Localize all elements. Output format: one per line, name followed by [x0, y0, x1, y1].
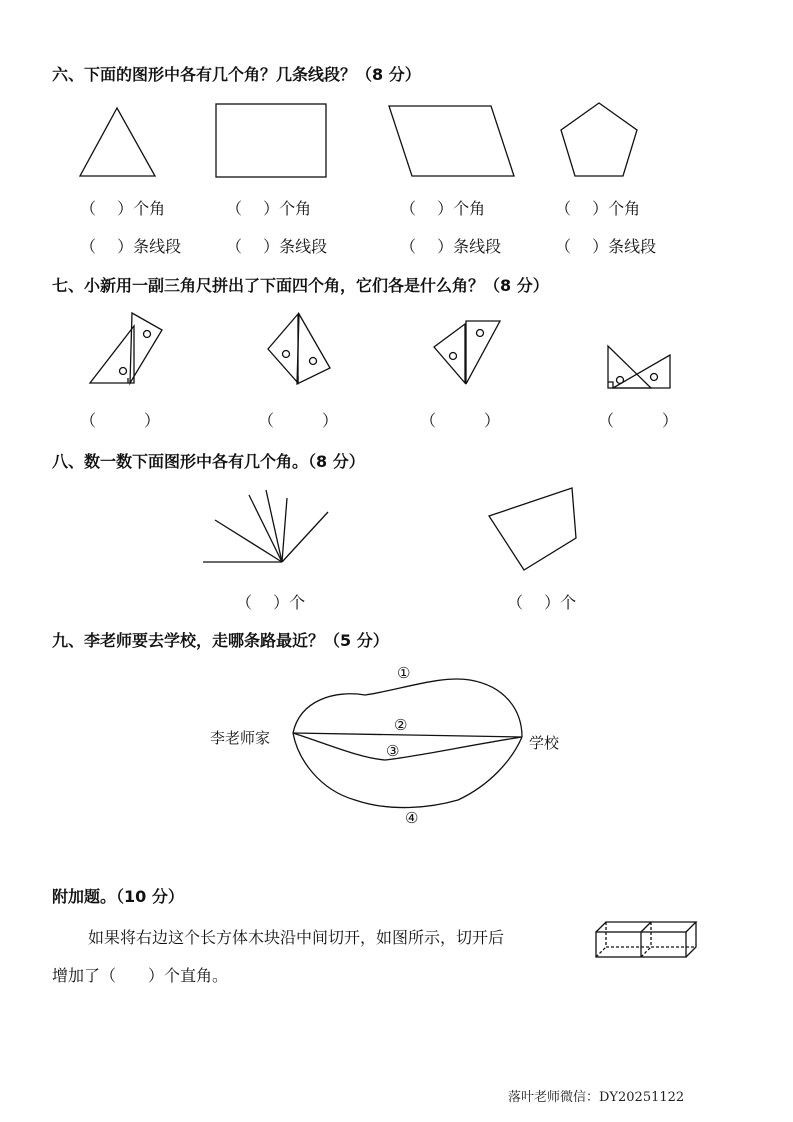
q8-blank-1[interactable]: （ ）个 [236, 593, 306, 612]
school-label: 学校 [529, 734, 560, 752]
q8-blank-2[interactable]: （ ）个 [507, 593, 577, 612]
home-label: 李老师家 [210, 729, 271, 747]
q6-angle-blank-1[interactable]: （ ）个角 [80, 199, 166, 218]
q6-angle-blank-2[interactable]: （ ）个角 [226, 199, 312, 218]
q6-segment-blank-2[interactable]: （ ）条线段 [226, 237, 328, 256]
q6-segment-blank-3[interactable]: （ ）条线段 [400, 237, 502, 256]
q7-blank-4[interactable]: （ ） [598, 411, 679, 430]
q8-title: 八、数一数下面图形中各有几个角。（8 分） [52, 452, 365, 471]
route-2-label: ② [394, 716, 408, 734]
q7-title: 七、小新用一副三角尺拼出了下面四个角，它们各是什么角？（8 分） [52, 276, 549, 295]
q6-segment-blank-1[interactable]: （ ）条线段 [80, 237, 182, 256]
q6-title: 六、下面的图形中各有几个角？几条线段？（8 分） [52, 65, 421, 84]
q6-angle-blank-4[interactable]: （ ）个角 [555, 199, 641, 218]
q7-blank-1[interactable]: （ ） [80, 411, 161, 430]
q6-angle-blank-3[interactable]: （ ）个角 [400, 199, 486, 218]
route-3-label: ③ [386, 742, 400, 760]
route-4-label: ④ [405, 809, 419, 827]
footer-watermark: 落叶老师微信：DY20251122 [508, 1090, 685, 1105]
q7-blank-2[interactable]: （ ） [258, 411, 339, 430]
bonus-line-2[interactable]: 增加了（ ）个直角。 [52, 966, 229, 985]
q6-segment-blank-4[interactable]: （ ）条线段 [555, 237, 657, 256]
bonus-title: 附加题。（10 分） [52, 887, 184, 906]
bonus-line-1: 如果将右边这个长方体木块沿中间切开，如图所示，切开后 [88, 928, 505, 947]
route-1-label: ① [397, 664, 411, 682]
q9-title: 九、李老师要去学校，走哪条路最近？（5 分） [52, 631, 389, 650]
q7-blank-3[interactable]: （ ） [420, 411, 501, 430]
